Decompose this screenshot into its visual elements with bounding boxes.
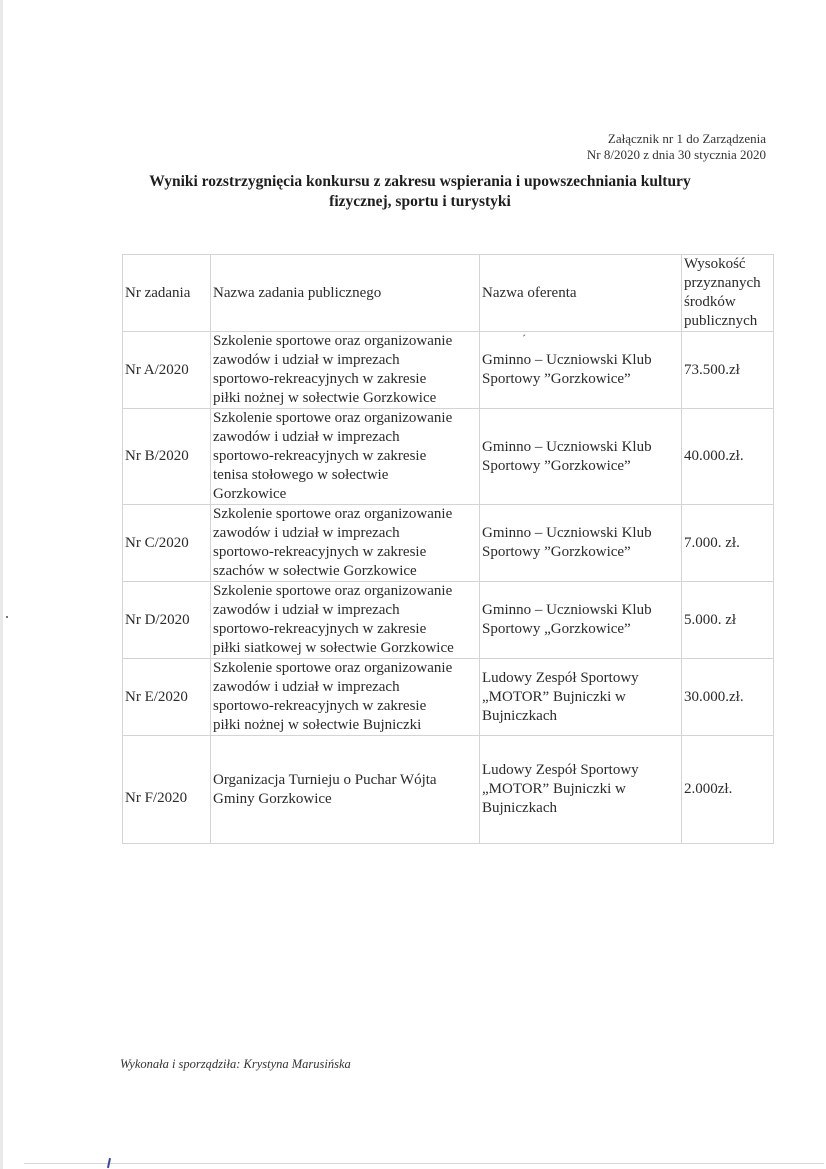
- task-number: Nr C/2020: [123, 505, 211, 582]
- header-amount: Wysokość przyznanych środków publicznych: [682, 255, 774, 332]
- task-name-line: Szkolenie sportowe oraz organizowanie: [213, 333, 453, 349]
- amount: 40.000.zł.: [682, 409, 774, 505]
- task-name-line: Szkolenie sportowe oraz organizowanie: [213, 410, 453, 426]
- title-line-2: fizycznej, sportu i turystyki: [329, 193, 511, 210]
- annex-line-2: Nr 8/2020 z dnia 30 stycznia 2020: [586, 147, 766, 162]
- task-number: Nr A/2020: [123, 332, 211, 409]
- scan-edge-line: [24, 1163, 824, 1164]
- task-name: [211, 505, 480, 582]
- task-number: Nr F/2020: [123, 736, 211, 844]
- header-task-number: Nr zadania: [123, 255, 211, 332]
- amount: 7.000. zł.: [682, 505, 774, 582]
- task-name-line: sportowo-rekreacyjnych w zakresie: [213, 371, 427, 387]
- table-header-row: [123, 255, 774, 332]
- task-name-line: zawodów i udział w imprezach: [213, 525, 400, 541]
- task-name-line: Gminy Gorzkowice: [213, 790, 332, 807]
- offeror-line: Bujniczkach: [482, 707, 557, 724]
- offeror-line: Gminno – Uczniowski Klub: [482, 525, 652, 541]
- task-name-line: Szkolenie sportowe oraz organizowanie: [213, 660, 453, 676]
- title-line-1: Wyniki rozstrzygnięcia konkursu z zakresu wspierania i upowszechniania kultury: [149, 173, 691, 190]
- task-name-line: sportowo-rekreacyjnych w zakresie: [213, 448, 427, 464]
- task-number: Nr E/2020: [123, 659, 211, 736]
- offeror-line: Ludowy Zespół Sportowy: [482, 669, 639, 686]
- offeror-name: [480, 736, 682, 844]
- amount: 73.500.zł: [682, 332, 774, 409]
- offeror-line: Bujniczkach: [482, 800, 557, 816]
- offeror-name: [480, 505, 682, 582]
- table-row: [123, 582, 774, 659]
- task-name-line: sportowo-rekreacyjnych w zakresie: [213, 698, 427, 714]
- amount: 5.000. zł: [682, 582, 774, 659]
- task-name-line: piłki siatkowej w sołectwie Gorzkowice: [213, 640, 454, 656]
- offeror-line: Sportowy ”Gorzkowice”: [482, 544, 631, 560]
- amount: 2.000zł.: [682, 736, 774, 844]
- table-row: [123, 409, 774, 505]
- offeror-line: Ludowy Zespół Sportowy: [482, 762, 639, 778]
- offeror-line: Gminno – Uczniowski Klub: [482, 352, 652, 368]
- task-name-line: sportowo-rekreacyjnych w zakresie: [213, 621, 427, 637]
- offeror-line: Gminno – Uczniowski Klub: [482, 438, 652, 455]
- header-task-name: Nazwa zadania publicznego: [211, 255, 480, 332]
- task-name: [211, 409, 480, 505]
- task-name: [211, 582, 480, 659]
- task-number: Nr B/2020: [123, 409, 211, 505]
- table-row: [123, 736, 774, 844]
- task-name: [211, 736, 480, 844]
- offeror-line: Gminno – Uczniowski Klub: [482, 602, 652, 618]
- document-title: [100, 172, 740, 212]
- prepared-by-note: Wykonała i sporządziła: Krystyna Marusińska: [120, 1057, 351, 1071]
- offeror-line: Sportowy ”Gorzkowice”: [482, 371, 631, 387]
- annex-line-1: Załącznik nr 1 do Zarządzenia: [607, 131, 766, 146]
- task-name-line: zawodów i udział w imprezach: [213, 679, 400, 695]
- table-row: [123, 332, 774, 409]
- stray-accent-mark: ´: [522, 332, 526, 346]
- offeror-line: Sportowy „Gorzkowice”: [482, 621, 631, 637]
- offeror-name: [480, 409, 682, 505]
- offeror-name: [480, 659, 682, 736]
- table-row: [123, 659, 774, 736]
- task-name-line: zawodów i udział w imprezach: [213, 429, 400, 445]
- offeror-line: „MOTOR” Bujniczki w: [482, 688, 626, 705]
- task-name-line: zawodów i udział w imprezach: [213, 602, 400, 618]
- table-row: [123, 505, 774, 582]
- offeror-line: „MOTOR” Bujniczki w: [482, 781, 626, 797]
- amount: 30.000.zł.: [682, 659, 774, 736]
- task-name: [211, 332, 480, 409]
- page-edge: [0, 0, 3, 1169]
- task-name-line: Gorzkowice: [213, 486, 287, 502]
- offeror-name: [480, 332, 682, 409]
- task-name-line: sportowo-rekreacyjnych w zakresie: [213, 544, 427, 560]
- annex-reference: [587, 131, 766, 163]
- task-name-line: zawodów i udział w imprezach: [213, 352, 400, 368]
- results-table: [122, 254, 774, 844]
- header-offeror: Nazwa oferenta: [480, 255, 682, 332]
- task-name-line: Szkolenie sportowe oraz organizowanie: [213, 506, 453, 522]
- task-name-line: tenisa stołowego w sołectwie: [213, 467, 389, 483]
- task-name-line: piłki nożnej w sołectwie Gorzkowice: [213, 390, 437, 406]
- task-name-line: Organizacja Turnieju o Puchar Wójta: [213, 771, 437, 788]
- task-name: [211, 659, 480, 736]
- offeror-line: Sportowy ”Gorzkowice”: [482, 457, 631, 474]
- task-name-line: szachów w sołectwie Gorzkowice: [213, 563, 417, 579]
- offeror-name: [480, 582, 682, 659]
- task-name-line: piłki nożnej w sołectwie Bujniczki: [213, 717, 422, 733]
- task-number: Nr D/2020: [123, 582, 211, 659]
- scan-dot: [6, 616, 8, 618]
- task-name-line: Szkolenie sportowe oraz organizowanie: [213, 583, 453, 599]
